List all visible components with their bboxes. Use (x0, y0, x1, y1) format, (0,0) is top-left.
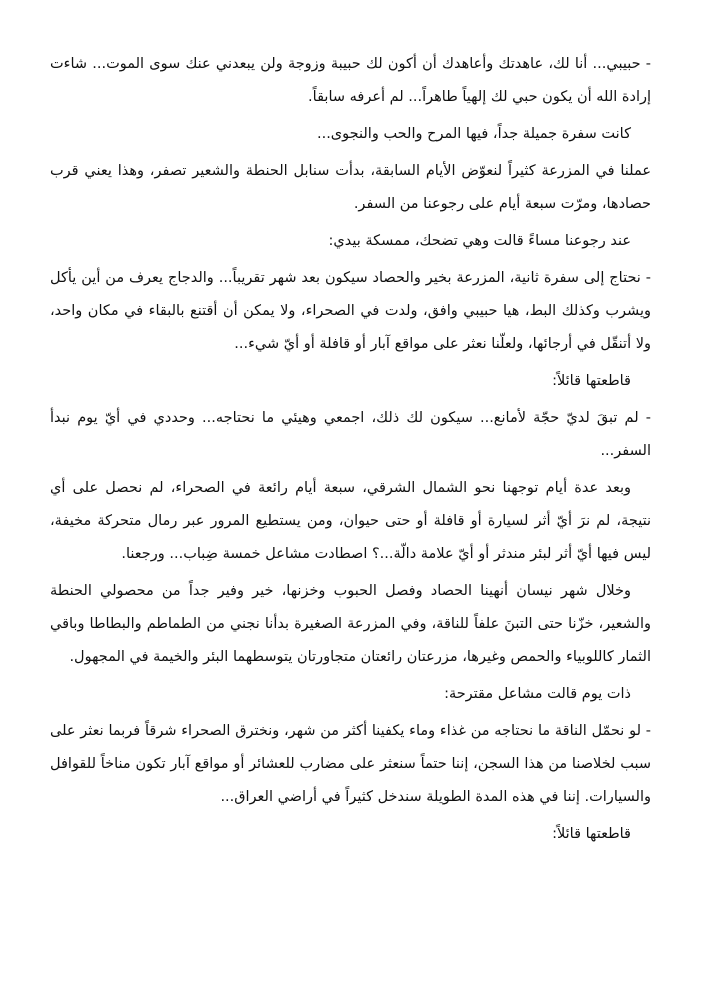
paragraph-2: كانت سفرة جميلة جداً، فيها المرح والحب والنجوى... (316, 126, 631, 142)
paragraph-1: - حبيبي... أنا لك، عاهدتك وأعاهدك أن أكون لك حبيبة وزوجة ولن يبعدني عنك سوى الموت... شاءت إرادة الله أن يكون حبي لك إلهياً طاهراً... لم أعرفه سابقاً. (50, 56, 651, 105)
paragraph-11: - لو نحمّل الناقة ما نحتاجه من غذاء وماء يكفينا أكثر من شهر، ونخترق الصحراء شرقاً فربما نعثر على سبب لخلاصنا من هذا السجن، إننا حتماً سنعثر على مضارب للعشائر أو مواقع آبار تكون مناخاً للقوافل والسيارات. إننا في هذه المدة الطويلة سندخل كثيراً في أراضي العراق... (50, 723, 651, 805)
paragraph-7: - لم تبقَ لديّ حجّة لأمانع... سيكون لك ذلك، اجمعي وهيئي ما نحتاجه... وحددي في أيّ يوم نبدأ السفر... (50, 410, 651, 459)
paragraph-3: عملنا في المزرعة كثيراً لنعوّض الأيام السابقة، بدأت سنابل الحنطة والشعير تصفر، وهذا يعني قرب حصادها، ومرّت سبعة أيام على رجوعنا من السفر. (50, 163, 651, 212)
paragraph-4: عند رجوعنا مساءً قالت وهي تضحك، ممسكة بيدي: (328, 233, 631, 249)
paragraph-10: ذات يوم قالت مشاعل مقترحة: (444, 686, 631, 702)
paragraph-9: وخلال شهر نيسان أنهينا الحصاد وفصل الحبوب وخزنها، خير وفير جداً من محصولي الحنطة والشعير، خزّنا حتى التبنَ علفاً للناقة، وفي المزرعة الصغيرة بدأنا نجني من الطماطم والبطاطا وباقي الثمار كاللوبياء والحمص وغيرها، مزرعتان رائعتان متجاورتان يتوسطهما البئر والخيمة في المجهول. (50, 583, 651, 665)
paragraph-12: قاطعتها قائلاً: (552, 826, 631, 842)
paragraph-5: - نحتاج إلى سفرة ثانية، المزرعة بخير والحصاد سيكون بعد شهر تقريباً... والدجاج يعرف من أين يأكل ويشرب وكذلك البط، هيا حبيبي وافق، ولدت في الصحراء، ولا يمكن أن أقتنع بالبقاء في مكان واحد، ولا أتنقّل في أرجائها، ولعلّنا نعثر على مواقع آبار أو قافلة أو أيّ شيء... (50, 270, 651, 352)
document-page (50, 48, 651, 855)
paragraph-8: وبعد عدة أيام توجهنا نحو الشمال الشرقي، سبعة أيام رائعة في الصحراء، لم نحصل على أي نتيجة، لم نرَ أيّ أثر لسيارة أو قافلة أو حتى حيوان، ومن يستطيع المرور عبر رمال متحركة مخيفة، ليس فيها أيّ أثر لبئر مندثر أو أيّ علامة دالّة...؟ اصطادت مشاعل خمسة ضِباب... ورجعنا. (50, 480, 651, 562)
paragraph-6: قاطعتها قائلاً: (552, 373, 631, 389)
